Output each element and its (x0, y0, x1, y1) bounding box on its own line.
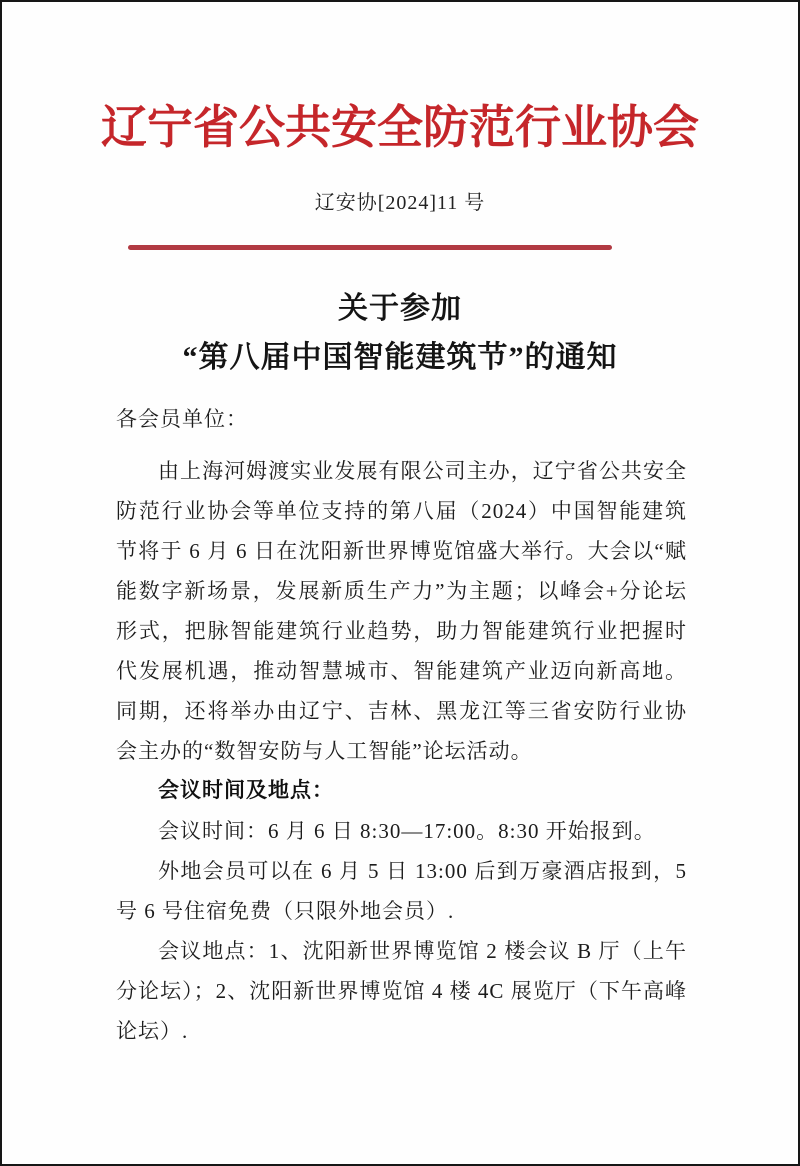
paragraph-hotel-checkin: 外地会员可以在 6 月 5 日 13:00 后到万豪酒店报到，5 号 6 号住宿免费（只限外地会员）. (116, 859, 687, 923)
red-divider-rule (128, 245, 612, 250)
paragraph-meeting-venue: 会议地点：1、沈阳新世界博览馆 2 楼会议 B 厅（上午分论坛）；2、沈阳新世界博览馆 4 楼 4C 展览厅（下午高峰论坛）. (116, 939, 687, 1043)
paragraph-meeting-time: 会议时间：6 月 6 日 8:30—17:00。8:30 开始报到。 (158, 819, 656, 843)
notice-title (2, 286, 798, 381)
salutation: 各会员单位： (116, 407, 248, 431)
paragraph-intro: 由上海河姆渡实业发展有限公司主办，辽宁省公共安全防范行业协会等单位支持的第八届（2024）中国智能建筑节将于 6 月 6 日在沈阳新世界博览馆盛大举行。大会以“赋能数字新场景，发展新质生产力”为主题；以峰会+分论坛形式，把脉智能建筑行业趋势，助力智能建筑行业把握时代发展机遇，推动智慧城市、智能建筑产业迈向新高地。同期，还将举办由辽宁、吉林、黑龙江等三省安防行业协会主办的“数智安防与人工智能”论坛活动。 (116, 459, 687, 763)
notice-title-line2: “第八届中国智能建筑节”的通知 (182, 341, 618, 374)
paragraph-heading-time-and-place: 会议时间及地点： (158, 779, 334, 802)
notice-title-line1: 关于参加 (338, 292, 462, 325)
notice-body (2, 399, 798, 1051)
org-name-title: 辽宁省公共安全防范行业协会 (101, 102, 699, 153)
letterhead (2, 2, 798, 250)
doc-number: 辽安协[2024]11 号 (314, 192, 486, 214)
